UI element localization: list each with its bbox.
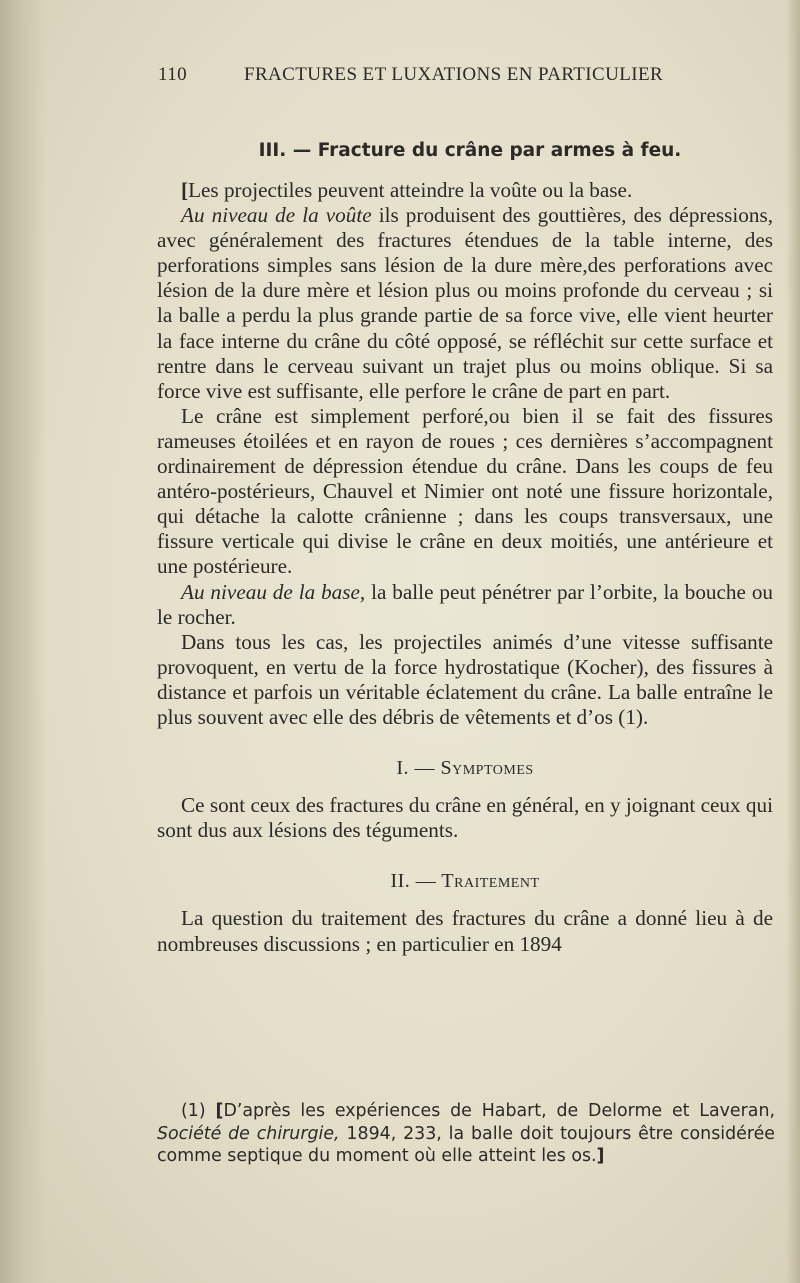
paragraph: Ce sont ceux des fractures du crâne en général, en y joignant ceux qui sont dus aux lésions des téguments.	[157, 793, 773, 843]
paragraph: [Les projectiles peuvent atteindre la voûte ou la base.	[181, 178, 633, 202]
section-title: III. — Fracture du crâne par armes à feu.	[258, 140, 682, 161]
page-gutter-shadow	[0, 0, 46, 1283]
paragraph: Au niveau de la base, la balle peut pénétrer par l’orbite, la bouche ou le rocher.	[157, 579, 774, 629]
footnote: (1) [D’après les expériences de Habart, de Delorme et Laveran, Société de chirurgie, 1894, 233, la balle doit toujours être considérée comme septique du moment où elle atteint les os.]	[157, 1101, 775, 1166]
body-text	[157, 178, 773, 957]
editorial-bracket: [	[181, 178, 189, 202]
subsection-heading-traitement: II. — Traitement	[390, 870, 540, 893]
page-edge-shadow	[786, 0, 800, 1283]
footnote-marker: (1)	[181, 1101, 206, 1121]
page-number: 110	[158, 64, 187, 85]
italic-phrase: Société de chirurgie,	[157, 1123, 340, 1144]
page-header	[158, 64, 698, 94]
italic-phrase: Au niveau de la base,	[181, 579, 366, 604]
paragraph: Au niveau de la voûte ils produisent des gouttières, des dépressions, avec généralement des fractures étendues de la table interne, des perforations simples sans lésion de la dure mère,des perforations avec lésion de la dure mère et lésion plus ou moins profonde du cerveau ; si la balle a perdu la plus grande partie de sa force vive, elle vient heurter la face interne du crâne du côté opposé, se réfléchit sur cette surface et rentre dans le cerveau suivant un trajet plus ou moins oblique. Si sa force vive est suffisante, elle perfore le crâne de part en part.	[157, 203, 773, 403]
paragraph: Dans tous les cas, les projectiles animés d’une vitesse suffisante provoquent, en vertu de la force hydrostatique (Kocher), des fissures à distance et parfois un véritable éclatement du crâne. La balle entraîne le plus souvent avec elle des débris de vêtements et d’os (1).	[157, 629, 773, 729]
italic-phrase: Au niveau de la voûte	[181, 203, 372, 228]
subsection-heading-symptomes: I. — Symptomes	[396, 757, 534, 780]
paragraph: Le crâne est simplement perforé,ou bien il se fait des fissures rameuses étoilées et en rayon de roues ; ces dernières s’accompagnent ordinairement de dépression étendue du crâne. Dans les coups de feu antéro-postérieurs, Chauvel et Nimier ont noté une fissure horizontale, qui détache la calotte crânienne ; dans les coups transversaux, une fissure verticale qui divise le crâne en deux moitiés, une antérieure et une postérieure.	[157, 403, 773, 579]
paragraph: La question du traitement des fractures du crâne a donné lieu à de nombreuses discussions ; en particulier en 1894	[157, 906, 773, 956]
running-head: FRACTURES ET LUXATIONS EN PARTICULIER	[244, 64, 664, 85]
